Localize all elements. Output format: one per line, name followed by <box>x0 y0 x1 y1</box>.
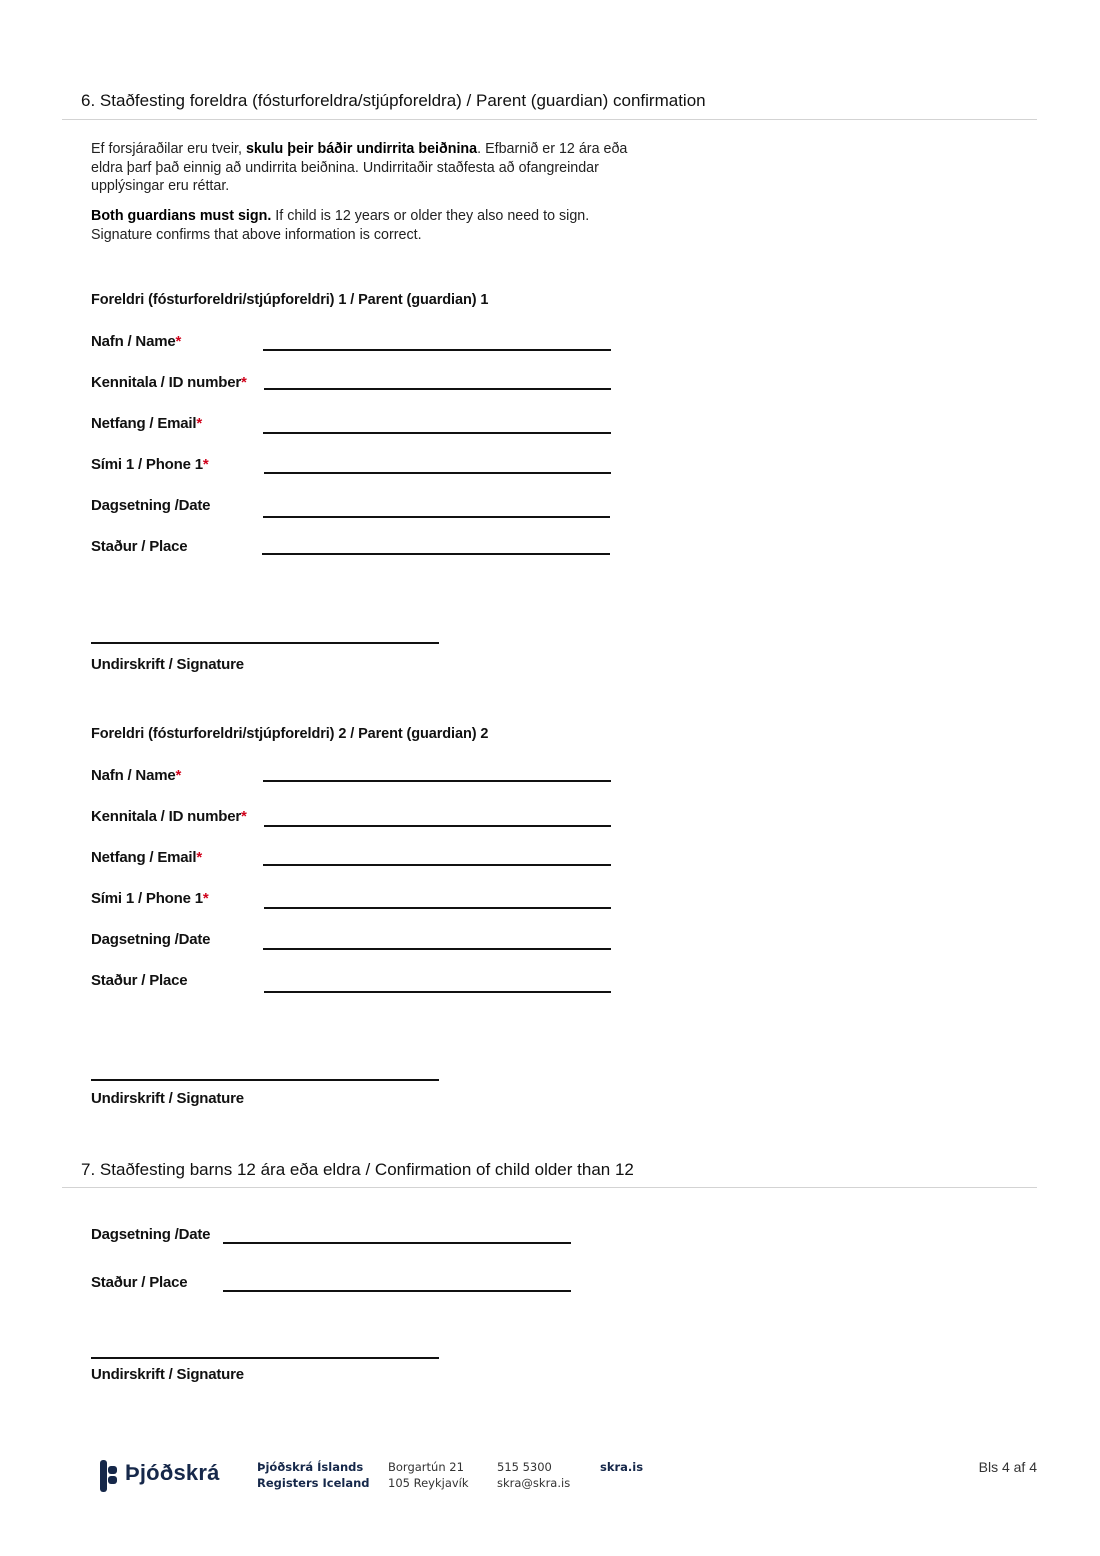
parent-2-phone-label-text: Sími 1 / Phone 1 <box>91 890 203 907</box>
footer-address-line-1: Borgartún 21 <box>388 1460 464 1474</box>
section-7-title <box>81 1160 634 1180</box>
section-7-number: 7. <box>81 1160 96 1179</box>
parent-1-place-label: Staður / Place <box>91 538 188 555</box>
parent-1-signature-label: Undirskrift / Signature <box>91 656 244 673</box>
footer-org-en: Registers Iceland <box>257 1476 370 1490</box>
parent-1-email-field[interactable] <box>263 432 611 434</box>
child-place-label: Staður / Place <box>91 1274 188 1291</box>
parent-2-name-label <box>91 767 181 784</box>
parent-2-id-label <box>91 808 247 825</box>
footer-org <box>257 1459 370 1491</box>
instructions-is-text-2: . Efbarnið er 12 ára eða eldra þarf það einnig að undirrita beiðnina. Undirritaðir staðfesta að ofangreindar upplýsingar eru réttar. <box>91 141 628 194</box>
section-6-divider <box>62 119 1037 120</box>
page-number: Bls 4 af 4 <box>978 1459 1037 1475</box>
required-mark: * <box>241 374 247 391</box>
footer-org-is: Þjóðskrá Íslands <box>257 1460 364 1474</box>
instructions-is-bold: skulu þeir báðir undirrita beiðnina <box>245 141 478 157</box>
parent-2-signature-label: Undirskrift / Signature <box>91 1090 244 1107</box>
parent-2-id-label-text: Kennitala / ID number <box>91 808 241 825</box>
parent-2-email-label-text: Netfang / Email <box>91 849 197 866</box>
thjodskra-logo-icon <box>99 1458 121 1494</box>
parent-2-email-label <box>91 849 202 866</box>
footer-contact <box>497 1459 570 1491</box>
parent-2-place-label: Staður / Place <box>91 972 188 989</box>
parent-1-phone-label <box>91 456 208 473</box>
section-6-number: 6. <box>81 91 96 110</box>
required-mark: * <box>202 456 209 473</box>
parent-1-signature-field[interactable] <box>91 642 439 644</box>
section-6-title-text: Staðfesting foreldra (fósturforeldra/stjúpforeldra) / Parent (guardian) confirmation <box>99 91 706 110</box>
parent-1-date-field[interactable] <box>263 516 610 518</box>
footer-phone: 515 5300 <box>497 1460 552 1474</box>
instructions-is-text-1: Ef forsjáraðilar eru tveir, <box>91 141 246 157</box>
section-6-title <box>81 91 706 111</box>
parent-2-heading: Foreldri (fósturforeldri/stjúpforeldri) 2 / Parent (guardian) 2 <box>91 726 489 742</box>
footer-web-link[interactable]: skra.is <box>600 1460 644 1474</box>
parent-1-name-label-text: Nafn / Name <box>91 333 176 350</box>
parent-2-name-label-text: Nafn / Name <box>91 767 176 784</box>
child-signature-label: Undirskrift / Signature <box>91 1366 244 1383</box>
parent-2-email-field[interactable] <box>263 864 611 866</box>
parent-2-name-field[interactable] <box>263 780 611 782</box>
parent-1-id-label-text: Kennitala / ID number <box>91 374 241 391</box>
parent-1-phone-field[interactable] <box>264 472 611 474</box>
required-mark: * <box>196 849 202 866</box>
parent-2-signature-field[interactable] <box>91 1079 439 1081</box>
parent-2-date-label: Dagsetning /Date <box>91 931 211 948</box>
instructions-is <box>91 140 651 196</box>
parent-1-heading: Foreldri (fósturforeldri/stjúpforeldri) 1 / Parent (guardian) 1 <box>91 292 489 308</box>
child-date-label: Dagsetning /Date <box>91 1226 211 1243</box>
required-mark: * <box>175 767 182 784</box>
parent-1-date-label: Dagsetning /Date <box>91 497 211 514</box>
parent-2-phone-label <box>91 890 208 907</box>
parent-1-email-label-text: Netfang / Email <box>91 415 197 432</box>
parent-2-id-field[interactable] <box>264 825 611 827</box>
parent-2-phone-field[interactable] <box>264 907 611 909</box>
child-place-field[interactable] <box>223 1290 571 1292</box>
footer-logo-text: Þjóðskrá <box>125 1460 220 1485</box>
parent-1-name-label <box>91 333 181 350</box>
instructions-en-text: If child is 12 years or older they also need to sign. Signature confirms that above information is correct. <box>91 208 590 243</box>
footer-address-line-2: 105 Reykjavík <box>388 1476 469 1490</box>
instructions-en-bold: Both guardians must sign. <box>91 208 272 224</box>
required-mark: * <box>196 415 202 432</box>
parent-1-id-label <box>91 374 247 391</box>
child-date-field[interactable] <box>223 1242 571 1244</box>
parent-1-name-field[interactable] <box>263 349 611 351</box>
instructions-en <box>91 207 651 244</box>
section-7-divider <box>62 1187 1037 1188</box>
section-7-title-text: Staðfesting barns 12 ára eða eldra / Confirmation of child older than 12 <box>99 1160 634 1179</box>
parent-1-id-field[interactable] <box>264 388 611 390</box>
footer-email[interactable]: skra@skra.is <box>497 1476 571 1490</box>
parent-2-date-field[interactable] <box>263 948 611 950</box>
parent-1-phone-label-text: Sími 1 / Phone 1 <box>91 456 203 473</box>
required-mark: * <box>241 808 247 825</box>
child-signature-field[interactable] <box>91 1357 439 1359</box>
required-mark: * <box>202 890 209 907</box>
required-mark: * <box>175 333 182 350</box>
parent-1-email-label <box>91 415 202 432</box>
parent-2-place-field[interactable] <box>264 991 611 993</box>
footer-address <box>388 1459 469 1491</box>
parent-1-place-field[interactable] <box>262 553 610 555</box>
